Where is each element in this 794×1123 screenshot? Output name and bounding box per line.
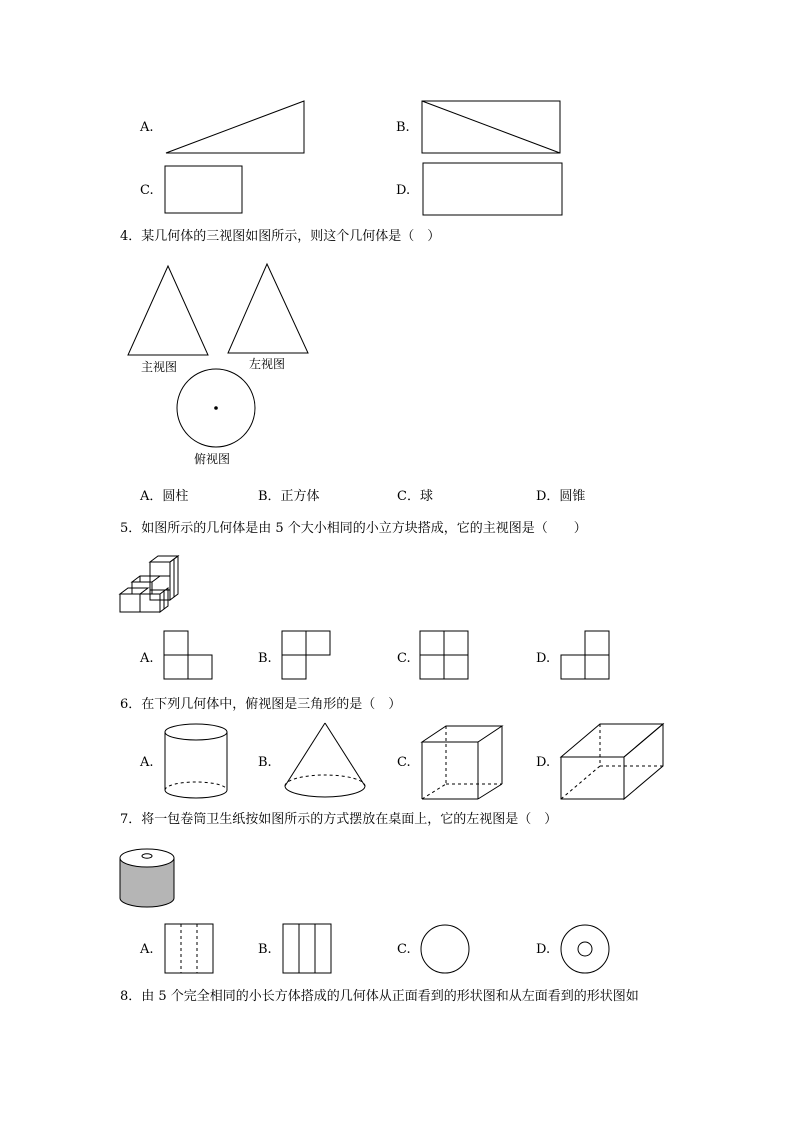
q4-front-view-label: 主视图	[141, 360, 178, 374]
q4-top-view-label: 俯视图	[194, 452, 231, 466]
q5-stem: 5．如图所示的几何体是由 5 个大小相同的小立方块搭成，它的主视图是（ ）	[120, 521, 587, 536]
q5-option-b-label: B.	[258, 651, 272, 666]
q7-stem: 7．将一包卷筒卫生纸按如图所示的方式摆放在桌面上，它的左视图是（ ）	[120, 812, 558, 827]
q4-choice-c: C．球	[397, 489, 433, 504]
q5-cube-stack-figure	[118, 552, 184, 618]
q7-option-b-label: B.	[258, 942, 272, 957]
q4-stem: 4．某几何体的三视图如图所示，则这个几何体是（ ）	[120, 229, 441, 244]
q4-front-view-triangle	[124, 262, 214, 360]
q5-option-d-view	[557, 628, 615, 684]
q4-choice-d: D．圆锥	[536, 489, 586, 504]
q6-option-d-cuboid	[556, 720, 668, 804]
q3-option-c-label: C.	[140, 183, 154, 198]
q3-option-a-label: A.	[140, 120, 154, 135]
q5-option-c-label: C.	[397, 651, 411, 666]
q4-left-view-label: 左视图	[249, 357, 286, 371]
q3-option-c-rectangle	[160, 161, 248, 217]
q4-top-view-circle	[172, 365, 260, 453]
q4-choice-a: A．圆柱	[140, 489, 189, 504]
q7-option-a-view	[160, 920, 218, 978]
q3-option-a-right-triangle	[160, 96, 310, 158]
q8-stem: 8．由 5 个完全相同的小长方体搭成的几何体从正面看到的形状图和从左面看到的形状图如	[120, 989, 639, 1004]
q6-option-c-label: C.	[397, 755, 411, 770]
q3-option-d-label: D.	[396, 183, 411, 198]
q7-option-d-label: D.	[536, 942, 551, 957]
q5-option-b-view	[278, 628, 336, 684]
q5-option-c-view	[416, 628, 474, 684]
q6-stem: 6．在下列几何体中，俯视图是三角形的是（ ）	[120, 697, 402, 712]
q6-option-a-cylinder	[160, 720, 234, 804]
q7-toilet-paper-roll-figure	[116, 846, 180, 912]
q4-left-view-triangle	[224, 260, 314, 358]
q5-option-a-label: A.	[140, 651, 154, 666]
q3-option-b-rectangle-with-diagonal	[418, 96, 564, 158]
q5-option-a-view	[160, 628, 218, 684]
q6-option-b-label: B.	[258, 755, 272, 770]
q7-option-d-ring	[556, 920, 614, 978]
q7-option-c-label: C.	[397, 942, 411, 957]
q6-option-d-label: D.	[536, 755, 551, 770]
q6-option-c-triangular-prism	[416, 722, 508, 804]
q7-option-b-view	[278, 920, 336, 978]
q7-option-a-label: A.	[140, 942, 154, 957]
q5-option-d-label: D.	[536, 651, 551, 666]
q4-choice-b: B．正方体	[258, 489, 320, 504]
q3-option-b-label: B.	[396, 120, 410, 135]
q3-option-d-rectangle	[418, 158, 566, 220]
q7-option-c-circle	[416, 920, 474, 978]
q6-option-b-cone	[280, 718, 370, 806]
q6-option-a-label: A.	[140, 755, 154, 770]
